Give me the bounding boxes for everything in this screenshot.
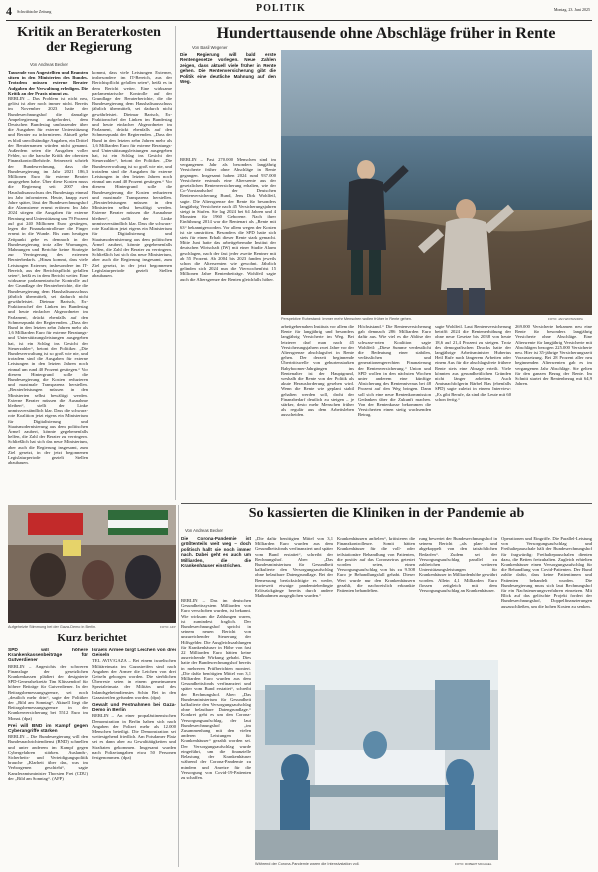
main-article-col-1: BERLIN – Fast 270.000 Menschen sind im vergangenen Jahr als besonders langjährig Versicherte früher ohne Abschläge in Rente gegangen. Insgesamt haben 2024 rund 937.000 Versicherte erstmals eine Altersrente aus der gesetzlichen Rentenversicherung erhalten, wie der Co-Vorstandschef der Deutschen Rentenversicherung Bund, Jens Dirk Wohlfeil, sagte. Die Altersgrenze der Rente für besonders langjährig Versicherte nach 45 Versicherungsjahren steigt in Stufen. Sie lag 2024 bei 64 Jahren und 4 Monaten für 1960 Geborene. Nach ihrer Einführung 2014 war die Rentenart als „Rente mit 63“ bekanntgeworden. Vor allem wegen der Kosten ist sie umstritten. Besonders die SPD hatte sich stets für einen Erhalt dieser Rente stark gemacht. Mitte Juni hatte das arbeitgebernahe Institut der deutschen Wirtschaft (IW) mit einer Studie Alarm geschlagen, nach der fast jeder zweite Rentner mit ab 55 Prozent. Ab 2004 bis 2023 fanden jeweils schon die Altersrenten wie gewohnt. Jährlich gelinden sich 2024 nun die Vierwochenfrist 15 Millionen Jahre Rentenbeiträge. Wohlfeil sagte auch die Altersgrenze der Renten gleichfalls höher. [180, 157, 276, 282]
left-article-col-1 [8, 70, 88, 500]
main-headline: Hunderttausende ohne Abschläge früher in Rente [216, 25, 556, 42]
photo-credit: FOTO: JAN WOITAS/DPA [548, 317, 583, 321]
main-article-col-5: 269.000 Versicherte bekamen neu eine Rente für besonders langjährig Versicherte ohne Abschläge. Eine Altersrente für langjährig Versicherte mit Abschlägen bezogen 225.000 Versicherte neu. Hier ist 35-jährige Versicherungszeit Voraussetzung. Bei 28 Prozent aller neu beginnenden Altersrenten gab es im vergangenen Jahr Abschläge. Sie gelten für den ganzen Bezug der Rente. Im Schnitt startet der Rentenbezug mit 64,9 Jahren. [515, 324, 592, 387]
kurz-col-1 [8, 648, 88, 868]
main-lead: Die Regierung will bald erste Rentengesetze vorlegen. Neue Zahlen zeigen, dass aktuell viele früher in Rente gehen. Die Rentenversicherung gibt die Politik eine deutliche Mahnung auf den Weg. [180, 52, 276, 85]
kurz-item-2-text: BERLIN – Die Bundesregierung will den Bundesnachrichtendienst (BND) schnellen und unter anderem im Kampf gegen Cybergefahren stärken. Auslands-, Sicherheits- und Verteidigungspolitik brauche „Klarheit über das, was im Verborgenen geschieht“, sagte Kanzleramtsminister Thorsten Frei (CDU) der „Bild am Sonntag“. (AFP) [8, 734, 88, 781]
bottom-headline: So kassierten die Kliniken in der Pandemie ab [248, 506, 525, 521]
bottom-col-5: Operationen und Eingriffe. Die Parallel-Leistung von Versorgungsaufschlag und Freihaltepauschale hält der Bundesrechnungshof für fragwürdig: Freihaltepauschalen dienten dazu, die Betten freizuhalten. Zugleich erhielten Krankenhäuser einen Versorgungsaufschlag für die Behandlung von Covid-Patienten. Der Bund zahlte dafür, dass keine Patientinnen und Patienten behandelt wurden. Die Bundesregierung muss sich laut Rechnungshof für ein Nachsteuerungsverfahren einsetzen. Mit Blick auf das gelöschte Projekt fordert der Bundesrechnungshof, Doppelfinanzierungen auszuschließen, um die hohen Kosten zu senken. [501, 536, 592, 609]
kurz-item-4-head: Gewalt und Festnahmen bei Gaza-Demo in Berlin [92, 703, 176, 714]
intensive-care-photo [255, 660, 498, 860]
left-byline: Von Andreas Becker [30, 62, 68, 67]
section-title: POLITIK [256, 3, 306, 14]
kurz-item-1-head: SPD will höhere Krankenkassenbeiträge für Gutverdiener [8, 648, 88, 664]
column-divider-2 [178, 505, 179, 867]
bottom-photo-credit: FOTO: ROBERT MICHAEL [455, 862, 492, 866]
bottom-col-2: „Die dafür benötigten Mittel von 3,1 Milliarden Euro wurden aus dem Gesundheitsfonds verfinanziert und später vom Bund erstattet“, schreibt der Rechnungshof. Aber: „Das Bundesministerium für Gesundheit kalkulierte den Versorgungsaufschlag ohne belastbare Datengrundlage. Bei der Bemessung berücksichtigte es weder, inwieweit etwaige pandemiebedingte Erlösrückgänge bereits durch andere Maßnahmen ausgeglichen wurden.“ [255, 536, 333, 599]
bottom-photo-caption: Während der Corona-Pandemie waren die Intensivstation voll. [255, 862, 360, 866]
kurz-item-4-text: BERLIN – An einer propalästinensischen Demonstration in Berlin haben sich nach Angaben der Polizei mehr als 12.000 Menschen beteiligt. Die Demonstration sei weitestgehend friedlich. Am Potsdamer Platz sei es dann aber zu Gewalttätigkeiten und Straftaten gekommen. Insgesamt wurden nach Polizeiangaben etwa 50 Personen festgenommen. (dpa) [92, 713, 176, 761]
bottom-col-1: BERLIN – Das im deutschen Gesundheitssystem Milliarden von Euro verschoben wurden, ist bekannt. Wie wirksam die Zahlungen waren, ist zumindest fraglich. Der Bundesrechnungshof spricht in seinem neuen Bericht von unzureichender Steuerung der Hilfsgelder. Die Ausgleichszahlungen für Krankenhäuser in Höhe von fast 22 Milliarden Euro hätten keine ausreichende Wirkung gehabt. Dies hatte der Bundesrechnungshof bereits in mehreren Prüfberichten moniert. „Die dafür benötigten Mittel von 3,1 Milliarden Euro wurden aus dem Gesundheitsfonds verfinanziert und später vom Bund erstattet“, schreibt der Rechnungshof. Aber: „Das Bundesministerium für Gesundheit kalkulierte den Versorgungsaufschlag ohne belastbare Datengrundlage.“ Konkret geht es um den Corona-Versorgungsaufschlag, der laut Bundesrechnungshof „im Zusammenhang mit den vielen anderen Leistungen für Krankenhäuser“ gezahlt worden sei. Der Versorgungsaufschlag wurde eingeführt, um die finanzielle Belastung der Krankenhäuser während der Corona-Pandemie zu mindern und Anreize für die Versorgung von Covid-19-Patienten zu schaffen. [181, 598, 251, 780]
kurz-berichtet-title: Kurz berichtet [57, 632, 127, 644]
gaza-demo-photo [8, 505, 176, 623]
main-article-col-3: Höchststand.“ Die Rentenversicherung gab demnach 286 Milliarden Euro dafür aus. Wie viel es die Ablöse der schwarz-roten Koalition sagte Wohlfeil: „Diese Summe verdeutlicht die Bedeutung einer stabilen, verlässlichen und generationengerechten Finanzierung der Rentenversicherung.“ Union und SPD wollen in den nächsten Wochen unter anderem eine künftige Absicherung des Rentenniveaus bei 48 Prozent auf den Weg bringen. Dann soll sich eine neue Rentenkommission Gedanken über die Zukunft machen. Von der Rentenkasse bekommen die Versicherten einen stetig wachsenden Betrag. [358, 324, 431, 418]
bottom-rule [181, 503, 592, 504]
main-article-col-4: sagte Wohlfeil. Laut Rentenversicherung betrifft 2024 die Rentenerhöhung der ohne neue Gesetze bis 2038 von heute 18,6 auf 21,4 Prozent zu steigen. Trotz des demografischen Drucks hatte der langjährige Arbeitsminister Hubertus Heil Rufe nach längerem Arbeiten oder einem Aus für die abschlagsfreie frühere Rente stets eine Absage erteilt. Viele könnten aus gesundheitlichen Gründen nicht länger arbeiten. Auch Amtsnachfolgerin Bärbel Bas (ebenfalls SPD) sagte zuletzt in einem Interview: „Es gibt Berufe, da sind die Leute mit 60 schon fertig.“ [435, 324, 511, 402]
bottom-lead: Die Corona-Pandemie ist größtenteils weit weg – doch politisch hallt sie noch immer nach. Dabei geht es auch um Milliarden, die die Krankenhäuser einstrichen. [181, 536, 251, 569]
left-body-continued: kommt, dass viele Leistungen Externer, insbesondere im IT-Bereich, aus der Berichtspflicht gefallen seien“, heißt es in dem Bericht weiter. Eine wirksame parlamentarische Kontrolle auf der Grundlage der Beraterberichte, die die Bundesregierung dem Haushaltsausschuss jährlich übermittelt, sei dadurch nicht gewährleistet. Dietmar Bartsch, Ex-Fraktionschef der Linken im Bundestag und heute einfacher Abgeordneter im Parlament, drückt ebenfalls auf den Schmerzpunkt der Regierenden. „Dass der Bund in den letzten zehn Jahren mehr als 1,6 Milliarden Euro für externe Beratungs- und Unterstützungsleistungen ausgegeben hat, ist ein Schlag ins Gesicht der Steuerzahler“, betont der Politiker. „Die Bundesverwaltung ist so groß wie nie, und trotzdem sind die Ausgaben für externe Leistungen in den letzten Jahren noch einmal um rund 40 Prozent gestiegen.“ Vor diesem Hintergrund solle die Bundesregierung die Kosten reduzieren und maximale Transparenz herstellen. „Beraterleistungen müssen in den Ministerien selbst bewältigt werden. Externe Berater müssen die Ausnahme bleiben“, stellt der Linke unmissverständlich klar. Dass die schwarz-rote Koalition jetzt eigens ein Ministerium für Digitalisierung und Staatsmodernisierung aus dem politischen Ärmel zaubert, könnte gegebenenfalls helfen, die Zahl der Berater zu verringern. Schließlich hat sich das neue Ministerium, aber auch die Regierung insgesamt, zum Ziel gesetzt, in der jetzt begonnenen Legislaturperiode gezielt Stellen abzubauen. [92, 70, 172, 278]
gaza-photo-credit: FOTO: AFP [160, 625, 176, 629]
main-article-col-2: arbeitgebernahen Instituts vor allem die Rente für langjährig und besonders langjährig Versicherte im Weg. Bei letzterer darf man nach 45 Versicherungsjahren zwei Jahre vor der Altersgrenze abschlagsfrei in Rente gehen. Der derzeit beginnende Übertrittswelle von geburtenstarken Babyboomer-Jahrgängen ins Rentenalter ist der Hauptgrund, weshalb die Rente von der Politik als akute Herausforderung gesehen wird. Wenn die Rente wie geplant stabil gehalten werden soll, droht der Finanzbedarf deutlich zu steigen – je stärker, desto mehr Menschen früher als regulär aus dem Arbeitsleben ausscheiden. [281, 324, 354, 418]
bottom-byline: Von Andreas Becker [185, 528, 223, 533]
left-body: BERLIN – Das Problem ist nicht neu, gelöst ist aber noch immer nicht. Bereits im November 2023 hatte der Bundesrechnungshof die damalige Ampelregierung aufgefordert, dem Deutschen Bundestag umfassender über die Ausgaben für externe Unterstützung und Berater zu informieren. Aktuell gebe es bloß unvollständige Angaben, ein Drittel der Beraternamen würden nicht genannt. Außerdem seien die Ausgaben voller Fehler, so die harsche Kritik der obersten Finanzkontrollbehörde. Seinerzeit schrieb der Bundesrechnung, dass die Bundesregierung im Jahr 2021 186,3 Millionen Euro für externe Berater ausgegeben habe. Über diese Kosten muss die Regierung seit 2007 den Haushaltsausschuss des Bundestags einmal im Jahr informieren. Heute, knapp zwei Jahre später, lässt der Bundesrechnungshof die Alarmsirene erneut ertönen: Im Jahr 2024 stiegen die Ausgaben für externe Beratung und Unterstützung um 79 Prozent auf gut 240 Millionen Euro gestiegen, legen die Finanzkontrolleure die Finger erneut in die Wunde. Bis zum heutigen Zeitpunkt gebe es demnach in der Bundesregierung trotz aller Warnungen, Mahnungen und Berichte keine Strategie zur Verringerung des externen Beraterbedarfs. „Hinzu kommt, dass viele Leistungen Externer, insbesondere im IT-Bereich, aus der Berichtspflicht gefallen seien“, heißt es in dem Bericht weiter. Eine wirksame parlamentarische Kontrolle auf der Grundlage der Beraterberichte, die die Bundesregierung dem Haushaltsausschuss jährlich übermittelt, sei dadurch nicht gewährleistet. Dietmar Bartsch, Ex-Fraktionschef der Linken im Bundestag und heute einfacher Abgeordneter im Parlament, drückt ebenfalls auf den Schmerzpunkt der Regierenden. „Dass der Bund in den letzten zehn Jahren mehr als 1,6 Milliarden Euro für externe Beratungs- und Unterstützungsleistungen ausgegeben hat, ist ein Schlag ins Gesicht der Steuerzahler“, betont der Politiker. „Die Bundesverwaltung ist so groß wie nie, und trotzdem sind die Ausgaben für externe Leistungen in den letzten Jahren noch einmal um rund 40 Prozent gestiegen.“ Vor diesem Hintergrund solle die Bundesregierung die Kosten reduzieren und maximale Transparenz herstellen. „Beraterleistungen müssen in den Ministerien selbst bewältigt werden. Externe Berater müssen die Ausnahme bleiben“, stellt der Linke unmissverständlich klar. Dass die schwarz-rote Koalition jetzt eigens ein Ministerium für Digitalisierung und Staatsmodernisierung aus dem politischen Ärmel zaubert, könnte gegebenenfalls helfen, die Zahl der Berater zu verringern. Schließlich hat sich das neue Ministerium, aber auch die Regierung insgesamt, zum Ziel gesetzt, in der jetzt begonnenen Legislaturperiode gezielt Stellen abzubauen. [8, 96, 88, 466]
left-article-col-2 [92, 70, 172, 500]
paper-name: Schwäbische Zeitung [17, 9, 52, 14]
kurz-col-2 [92, 648, 176, 868]
kurz-item-1-text: BERLIN – Angesichts der schweren Finanzlage der gesetzlichen Krankenkassen plädiert der designierte SPD-Generalsekretär Tim Klüssendorf für höhere Beiträge für Gutverdiener. In der Beitragsbemessungsgrenze, sei noch „deutlich mehr drin“, sagte der Politiker der „Bild am Sonntag“. Aktuell liegt die Beitragsbemessungsgrenze in der Krankenversicherung bei 5512 Euro im Monat. (dpa) [8, 663, 88, 721]
issue-date: Montag, 23. Juni 2025 [553, 7, 590, 12]
kurz-item-2-head: Frei will BND im Kampf gegen Cyberangriffe stärken [8, 723, 88, 735]
left-headline: Kritik an Beraterkosten der Regierung [17, 25, 161, 55]
left-lead: Tausende von Angestellten und Beamten sitzen in den Ministerien des Bundes. Trotzdem müssen externe Berater Aufgaben der Verwaltung erledigen. Die Kritik an der Praxis nimmt zu. [8, 70, 88, 96]
page-number: 4 [6, 4, 12, 18]
column-divider [175, 26, 176, 500]
gaza-photo-caption: Aufgeheizte Stimmung bei der Gaza-Demo in Berlin. [8, 625, 97, 629]
main-byline: Von Basil Wegener [192, 45, 228, 50]
kurz-item-3-text: TEL AVIV/GAZA – Bei einem israelischen Militäreinsatz im Gazastreifen sind nach Angaben der Armee die Leichen von drei Geiseln geborgen worden. Die sterblichen Überreste seien in einem gemeinsamen Spezialeinsatz der Militärs und des Inlandsgeheimdienstes Schin Bet in den Gazastreifen gefunden worden. (dpa) [92, 658, 176, 700]
kurz-item-3-head: Israels Armee birgt Leichen von drei Geiseln [92, 648, 176, 659]
retirement-photo [281, 50, 592, 315]
photo-caption: Perspektive Ruhestand: Immer mehr Menschen wollen früher in Rente gehen. [281, 317, 413, 321]
bottom-col-3: Krankenhäusern anfielen“, kritisieren die Finanzkontrolleure. Somit hätten Krankenhäuser für die voll- oder teilstationäre Behandlung von Patienten, die positiv auf das Coronavirus getestet worden seien, einen Versorgungsaufschlag von bis zu 9.508 Euro je Behandlungsfall gehabt. Dieser Wert wurde nur den Krankenhäusern gezahlt, die nachweislich erkrankte Patienten behandelten. [337, 536, 415, 594]
bottom-col-4: rung bewertet der Bundesrechnungshof in seinem Bericht „als plan- und abgekoppelt von den tatsächlichen Bedarfen“. Zudem sei der Versorgungsaufschlag parallel zu zahlreichen weiteren Unterstützungsleistungen für Krankenhäuser in Milliardenhöhe gewährt worden. Allein 4,1 Milliarden Euro flossen zeitgleich mit dem Versorgungsaufschlag an Krankenhäuser. [419, 536, 497, 594]
header-rule [6, 20, 592, 21]
